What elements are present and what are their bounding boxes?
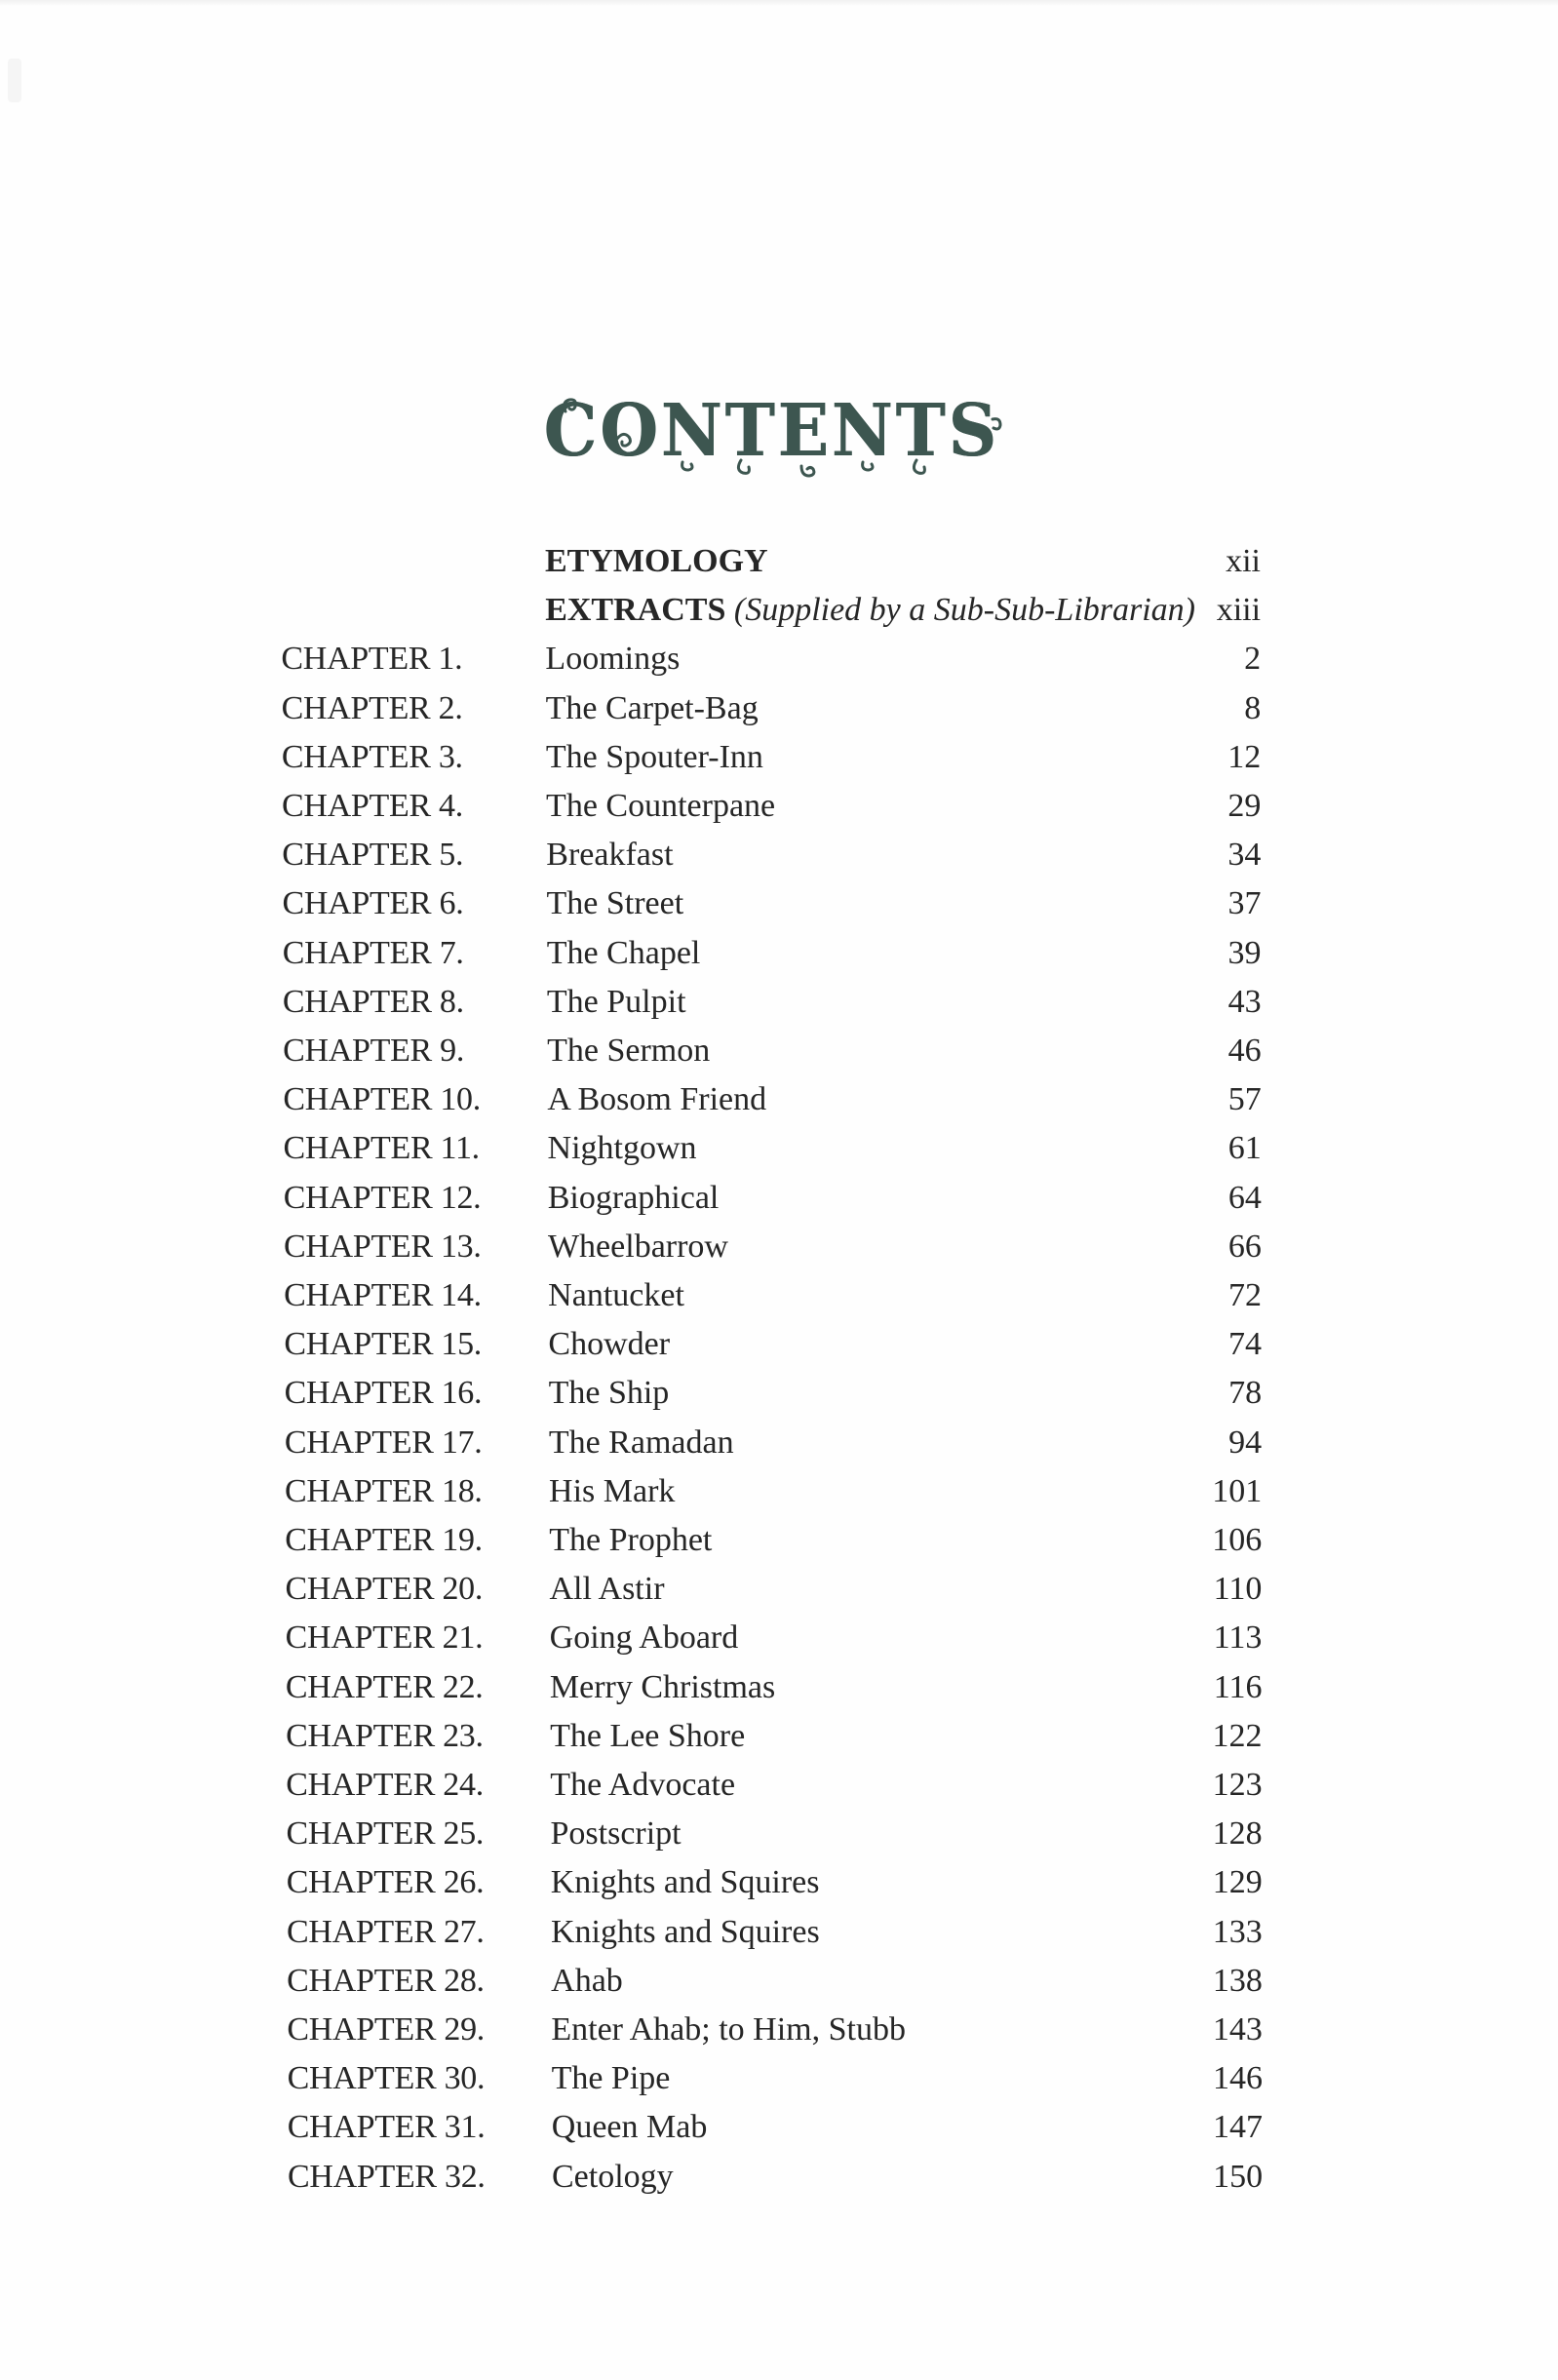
toc-entry-chapter-27[interactable] xyxy=(0,1908,1558,1957)
chapter-label: CHAPTER 23. xyxy=(286,1717,484,1754)
page-number: 43 xyxy=(1227,983,1262,1020)
chapter-label: CHAPTER 9. xyxy=(283,1033,465,1069)
chapter-title: Chowder xyxy=(548,1326,671,1363)
page-number: 110 xyxy=(1213,1571,1263,1608)
toc-entry-chapter-24[interactable] xyxy=(0,1761,1558,1810)
chapter-label: CHAPTER 2. xyxy=(281,689,463,726)
chapter-title: The Chapel xyxy=(546,934,701,971)
entry-title-text: EXTRACTS xyxy=(545,592,726,629)
toc-entry-chapter-11[interactable] xyxy=(0,1124,1558,1173)
toc-entry-chapter-15[interactable] xyxy=(0,1320,1558,1369)
chapter-title: All Astir xyxy=(549,1571,665,1608)
toc-entry-chapter-9[interactable] xyxy=(0,1027,1558,1075)
toc-entry-chapter-8[interactable] xyxy=(0,978,1558,1027)
chapter-label: CHAPTER 31. xyxy=(287,2109,486,2146)
page-number: 133 xyxy=(1212,1913,1263,1950)
toc-entry-chapter-1[interactable] xyxy=(0,635,1558,683)
toc-entry-chapter-2[interactable] xyxy=(0,684,1558,733)
toc-entry-chapter-4[interactable] xyxy=(0,782,1558,831)
toc-entry-chapter-21[interactable] xyxy=(0,1614,1558,1662)
chapter-title: Loomings xyxy=(545,641,681,678)
chapter-title: The Prophet xyxy=(549,1522,713,1558)
chapter-title: The Pulpit xyxy=(546,983,686,1020)
page-number: 74 xyxy=(1228,1326,1263,1363)
chapter-label: CHAPTER 3. xyxy=(281,738,463,775)
chapter-label: CHAPTER 6. xyxy=(282,885,464,922)
chapter-label: CHAPTER 17. xyxy=(284,1424,483,1461)
chapter-title: The Sermon xyxy=(547,1033,711,1069)
toc-entry-chapter-31[interactable] xyxy=(0,2103,1558,2152)
page-number: 12 xyxy=(1227,738,1262,775)
toc-entry-chapter-20[interactable] xyxy=(0,1565,1558,1614)
toc-entry-chapter-19[interactable] xyxy=(0,1516,1558,1565)
chapter-label: CHAPTER 7. xyxy=(282,934,464,971)
toc-entry-chapter-29[interactable] xyxy=(0,2006,1558,2054)
chapter-label: CHAPTER 4. xyxy=(282,788,463,824)
toc-entry-chapter-14[interactable] xyxy=(0,1271,1558,1320)
chapter-title: The Street xyxy=(546,885,684,922)
chapter-title: Knights and Squires xyxy=(550,1913,820,1950)
chapter-label: CHAPTER 19. xyxy=(285,1522,483,1558)
toc-entry-chapter-22[interactable] xyxy=(0,1663,1558,1712)
chapter-title: Merry Christmas xyxy=(549,1668,776,1705)
toc-entry-chapter-17[interactable] xyxy=(0,1419,1558,1467)
toc-entry-chapter-13[interactable] xyxy=(0,1223,1558,1271)
page-number: 64 xyxy=(1227,1179,1262,1216)
chapter-label: CHAPTER 8. xyxy=(282,983,464,1020)
chapter-title: The Spouter-Inn xyxy=(545,738,763,775)
chapter-title: Ahab xyxy=(551,1962,623,1999)
page-number: 101 xyxy=(1212,1472,1263,1509)
toc-entry-chapter-18[interactable] xyxy=(0,1467,1558,1516)
toc-entry-extracts[interactable] xyxy=(0,586,1558,635)
page-number: 106 xyxy=(1212,1522,1263,1558)
toc-entry-chapter-32[interactable] xyxy=(0,2153,1558,2202)
page-number: xii xyxy=(1226,543,1261,579)
page-number: 72 xyxy=(1227,1277,1262,1313)
chapter-label: CHAPTER 30. xyxy=(287,2060,486,2097)
page-number: 39 xyxy=(1227,934,1262,971)
chapter-title: Nantucket xyxy=(548,1277,684,1313)
page-number: 113 xyxy=(1213,1619,1263,1657)
chapter-title: Biographical xyxy=(547,1179,720,1216)
chapter-label: CHAPTER 10. xyxy=(283,1081,481,1118)
page-number: xiii xyxy=(1216,592,1262,629)
entry-title xyxy=(545,537,768,586)
chapter-title: The Ramadan xyxy=(548,1424,734,1461)
chapter-title: Nightgown xyxy=(547,1130,697,1167)
toc-entry-chapter-23[interactable] xyxy=(0,1712,1558,1761)
chapter-label: CHAPTER 15. xyxy=(284,1326,482,1363)
chapter-title: Enter Ahab; to Him, Stubb xyxy=(551,2011,906,2048)
page-number: 143 xyxy=(1212,2011,1263,2048)
entry-title-text: ETYMOLOGY xyxy=(545,543,768,579)
page-number: 150 xyxy=(1213,2158,1264,2195)
page-number: 78 xyxy=(1228,1375,1263,1412)
chapter-title: His Mark xyxy=(549,1472,676,1509)
chapter-label: CHAPTER 29. xyxy=(287,2011,485,2048)
page-number: 123 xyxy=(1212,1767,1263,1803)
chapter-label: CHAPTER 16. xyxy=(284,1375,483,1412)
page-number: 116 xyxy=(1213,1668,1263,1705)
chapter-title: Breakfast xyxy=(546,837,674,874)
toc-entry-chapter-10[interactable] xyxy=(0,1075,1558,1124)
chapter-label: CHAPTER 32. xyxy=(288,2158,486,2195)
page-number: 29 xyxy=(1227,788,1262,824)
chapter-label: CHAPTER 14. xyxy=(284,1277,482,1313)
chapter-title: Going Aboard xyxy=(549,1619,739,1657)
page-number: 129 xyxy=(1212,1864,1263,1901)
toc-entry-chapter-6[interactable] xyxy=(0,879,1558,928)
toc-entry-chapter-5[interactable] xyxy=(0,831,1558,879)
chapter-label: CHAPTER 28. xyxy=(287,1962,485,1999)
chapter-label: CHAPTER 21. xyxy=(285,1619,484,1657)
chapter-title: The Pipe xyxy=(551,2060,671,2097)
page-number: 138 xyxy=(1212,1962,1263,1999)
chapter-title: The Carpet-Bag xyxy=(545,689,759,726)
chapter-title: Postscript xyxy=(550,1815,682,1853)
chapter-title: The Ship xyxy=(548,1375,670,1412)
chapter-title: The Advocate xyxy=(550,1767,736,1803)
chapter-title: Queen Mab xyxy=(551,2109,708,2146)
chapter-title: The Counterpane xyxy=(546,788,776,824)
page-number: 37 xyxy=(1227,885,1262,922)
toc-entry-chapter-30[interactable] xyxy=(0,2054,1558,2103)
chapter-label: CHAPTER 20. xyxy=(285,1571,484,1608)
chapter-title: Knights and Squires xyxy=(550,1864,820,1901)
chapter-label: CHAPTER 12. xyxy=(283,1179,482,1216)
page-number: 122 xyxy=(1212,1717,1263,1754)
chapter-label: CHAPTER 27. xyxy=(286,1913,485,1950)
page-number: 34 xyxy=(1227,837,1262,874)
page-number: 46 xyxy=(1227,1033,1262,1069)
toc-entry-chapter-7[interactable] xyxy=(0,929,1558,978)
entry-subtitle: (Supplied by a Sub-Sub-Librarian) xyxy=(733,592,1196,629)
page-number: 57 xyxy=(1227,1081,1262,1118)
chapter-label: CHAPTER 1. xyxy=(281,641,463,678)
page-number: 2 xyxy=(1244,641,1262,678)
toc-entry-chapter-12[interactable] xyxy=(0,1174,1558,1223)
toc-entry-chapter-3[interactable] xyxy=(0,733,1558,782)
chapter-title: Cetology xyxy=(552,2158,674,2195)
chapter-label: CHAPTER 22. xyxy=(285,1668,484,1705)
page-number: 94 xyxy=(1228,1424,1263,1461)
page-number: 8 xyxy=(1244,689,1262,726)
page-number: 147 xyxy=(1213,2109,1264,2146)
chapter-label: CHAPTER 5. xyxy=(282,837,464,874)
toc-entry-chapter-25[interactable] xyxy=(0,1810,1558,1858)
chapter-title: Wheelbarrow xyxy=(547,1228,728,1265)
page-number: 128 xyxy=(1212,1815,1263,1853)
chapter-label: CHAPTER 11. xyxy=(283,1130,480,1167)
page-number: 146 xyxy=(1212,2060,1263,2097)
chapter-label: CHAPTER 26. xyxy=(286,1864,485,1901)
entry-title xyxy=(545,586,1195,635)
chapter-label: CHAPTER 18. xyxy=(285,1472,483,1509)
chapter-label: CHAPTER 25. xyxy=(286,1815,485,1853)
toc-entry-chapter-26[interactable] xyxy=(0,1858,1558,1907)
toc-entry-chapter-28[interactable] xyxy=(0,1957,1558,2006)
page-title: CONTENTS xyxy=(543,389,999,473)
toc-entry-chapter-16[interactable] xyxy=(0,1369,1558,1418)
chapter-title: The Lee Shore xyxy=(550,1717,746,1754)
chapter-label: CHAPTER 13. xyxy=(283,1228,482,1265)
chapter-label: CHAPTER 24. xyxy=(286,1767,484,1803)
toc-entry-etymology[interactable] xyxy=(0,537,1558,586)
page-number: 61 xyxy=(1227,1130,1262,1167)
page-number: 66 xyxy=(1227,1228,1262,1265)
chapter-title: A Bosom Friend xyxy=(547,1081,767,1118)
